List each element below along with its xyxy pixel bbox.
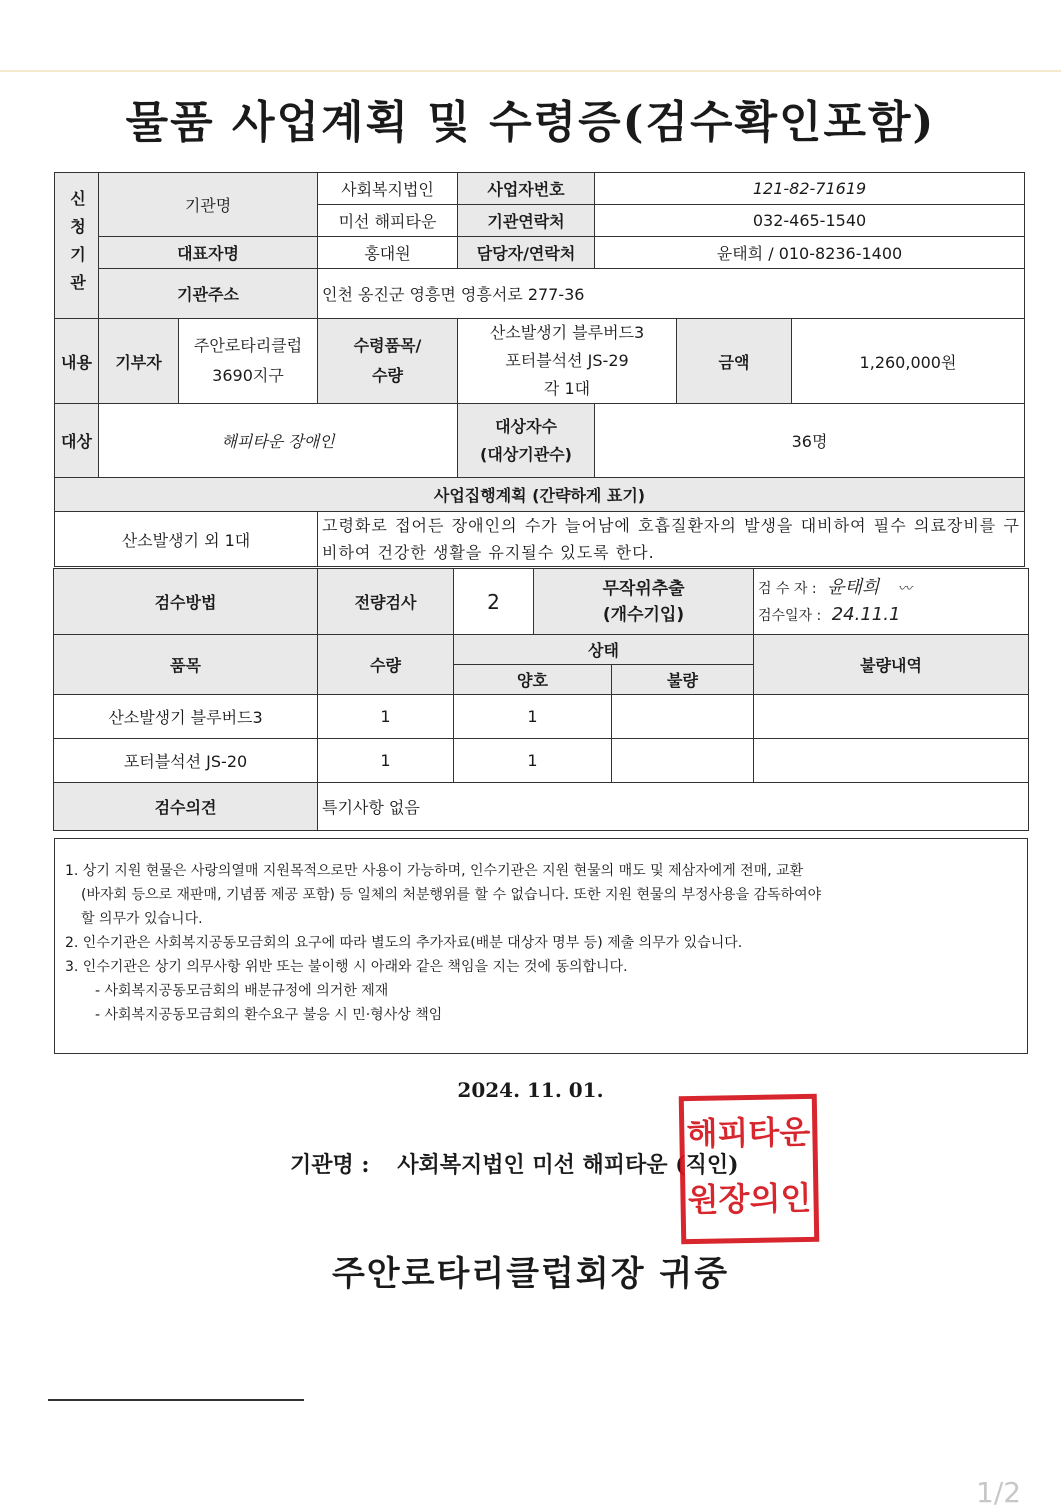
org-name-line1: 사회복지법인 xyxy=(318,173,458,205)
row-good: 1 xyxy=(454,695,612,739)
biz-no-label: 사업자번호 xyxy=(458,173,595,205)
plan-header: 사업집행계획 (간략하게 표기) xyxy=(55,478,1025,512)
row-item: 포터블석션 JS-20 xyxy=(54,739,318,783)
donor-label: 기부자 xyxy=(99,319,179,404)
row-defect xyxy=(754,739,1029,783)
target-count-value: 36명 xyxy=(595,404,1025,478)
org-value: 사회복지법인 미선 해피타운 (직인) xyxy=(397,1152,739,1178)
row-qty: 1 xyxy=(318,695,454,739)
manager-label: 담당자/연락처 xyxy=(458,237,595,269)
note-line: - 사회복지공동모금회의 배분규정에 의거한 제재 xyxy=(95,983,389,999)
signature-scribble-icon: 〰 xyxy=(897,580,912,597)
row-bad xyxy=(612,695,754,739)
inspection-table xyxy=(53,568,1029,831)
org-name-label: 기관명 xyxy=(99,173,318,237)
note-line: - 사회복지공동모금회의 환수요구 불응 시 민·형사상 책임 xyxy=(95,1007,443,1023)
recipient: 주안로타리클럽회장 귀중 xyxy=(331,1254,730,1294)
plan-text: 고령화로 접어든 장애인의 수가 늘어남에 호흡질환자의 발생을 대비하여 필수 의료장비를 구비하여 건강한 생활을 유지될수 있도록 한다. xyxy=(318,512,1025,567)
col-qty-header: 수량 xyxy=(318,635,454,695)
method-count: 2 xyxy=(454,569,534,635)
rep-label: 대표자명 xyxy=(99,237,318,269)
official-seal-stamp xyxy=(679,1094,820,1244)
method-label: 검수방법 xyxy=(54,569,318,635)
document-date: 2024. 11. 01. xyxy=(457,1078,604,1102)
inspector-signature: 윤태희 xyxy=(827,576,880,598)
inspector-cell xyxy=(754,569,1029,635)
table-row xyxy=(54,739,1029,783)
org-label: 기관명 : xyxy=(290,1152,370,1178)
stamp-line1: 해피타운 xyxy=(686,1112,811,1154)
address-value: 인천 옹진군 영흥면 영흥서로 277-36 xyxy=(318,269,1025,319)
items-line3: 각 1대 xyxy=(543,379,591,398)
opinion-label: 검수의견 xyxy=(54,783,318,831)
amount-label: 금액 xyxy=(677,319,792,404)
col-defect-header: 불량내역 xyxy=(754,635,1029,695)
stamp-line2: 원장의인 xyxy=(687,1178,812,1220)
target-count-label xyxy=(458,404,595,478)
target-section-label: 대상 xyxy=(55,404,99,478)
donor-line2: 3690지구 xyxy=(212,366,284,385)
page-number: 1/2 xyxy=(976,1476,1022,1509)
content-section-label: 내용 xyxy=(55,319,99,404)
col-item-header: 품목 xyxy=(54,635,318,695)
amount-value: 1,260,000원 xyxy=(792,319,1025,404)
inspector-line xyxy=(758,575,1024,602)
items-line1: 산소발생기 블루버드3 xyxy=(489,323,645,342)
items-label-line1: 수령품목/ xyxy=(353,336,422,355)
inspect-date-handwritten: 24.11.1 xyxy=(831,603,901,625)
opinion-value: 특기사항 없음 xyxy=(318,783,1029,831)
donor-line1: 주안로타리클럽 xyxy=(193,336,303,355)
note-line: 2. 인수기관은 사회복지공동모금회의 요구에 따라 별도의 추가자료(배분 대상자 명부 등) 제출 의무가 있습니다. xyxy=(65,935,743,951)
row-qty: 1 xyxy=(318,739,454,783)
items-line2: 포터블석션 JS-29 xyxy=(505,351,629,370)
inspector-label: 검 수 자 : xyxy=(758,580,817,597)
rep-value: 홍대원 xyxy=(318,237,458,269)
note-line: 1. 상기 지원 현물은 사랑의열매 지원목적으로만 사용이 가능하며, 인수기관은 지원 현물의 매도 및 제삼자에게 전매, 교환 xyxy=(65,863,804,879)
col-good-header: 양호 xyxy=(454,665,612,695)
target-count-label-line1: 대상자수 xyxy=(495,416,557,436)
inspect-date-line xyxy=(758,602,1024,629)
table-row xyxy=(54,695,1029,739)
address-label: 기관주소 xyxy=(99,269,318,319)
application-table xyxy=(54,172,1025,567)
plan-item: 산소발생기 외 1대 xyxy=(55,512,318,567)
notes-box xyxy=(54,838,1028,1054)
items-value xyxy=(458,319,677,404)
random-label-line1: 무작위추출 xyxy=(602,578,685,599)
items-label-line2: 수량 xyxy=(372,366,403,385)
note-line: 할 의무가 있습니다. xyxy=(81,911,203,927)
inspect-date-label: 검수일자 : xyxy=(758,607,822,624)
contact-label: 기관연락처 xyxy=(458,205,595,237)
note-line: 3. 인수기관은 상기 의무사항 위반 또는 불이행 시 아래와 같은 책임을 지는 것에 동의합니다. xyxy=(65,959,628,975)
org-name-line2: 미선 해피타운 xyxy=(318,205,458,237)
target-value: 해피타운 장애인 xyxy=(99,404,458,478)
row-bad xyxy=(612,739,754,783)
manager-value: 윤태희 / 010-8236-1400 xyxy=(595,237,1025,269)
method-value: 전량검사 xyxy=(318,569,454,635)
biz-no-value: 121-82-71619 xyxy=(595,173,1025,205)
top-divider xyxy=(0,70,1061,72)
random-label-line2: (개수기입) xyxy=(602,604,685,625)
row-defect xyxy=(754,695,1029,739)
col-status-header: 상태 xyxy=(454,635,754,665)
target-count-label-line2: (대상기관수) xyxy=(480,444,572,464)
note-line: (바자회 등으로 재판매, 기념품 제공 포함) 등 일체의 처분행위를 할 수 없습니다. 또한 지원 현물의 부정사용을 감독하여야 xyxy=(81,887,822,903)
row-good: 1 xyxy=(454,739,612,783)
items-label xyxy=(318,319,458,404)
donor-value xyxy=(179,319,318,404)
row-item: 산소발생기 블루버드3 xyxy=(54,695,318,739)
applicant-section-label: 신청기관 xyxy=(55,173,99,319)
contact-value: 032-465-1540 xyxy=(595,205,1025,237)
document-title: 물품 사업계획 및 수령증(검수확인포함) xyxy=(125,97,936,148)
footnote-divider xyxy=(48,1399,304,1401)
random-label xyxy=(534,569,754,635)
col-bad-header: 불량 xyxy=(612,665,754,695)
